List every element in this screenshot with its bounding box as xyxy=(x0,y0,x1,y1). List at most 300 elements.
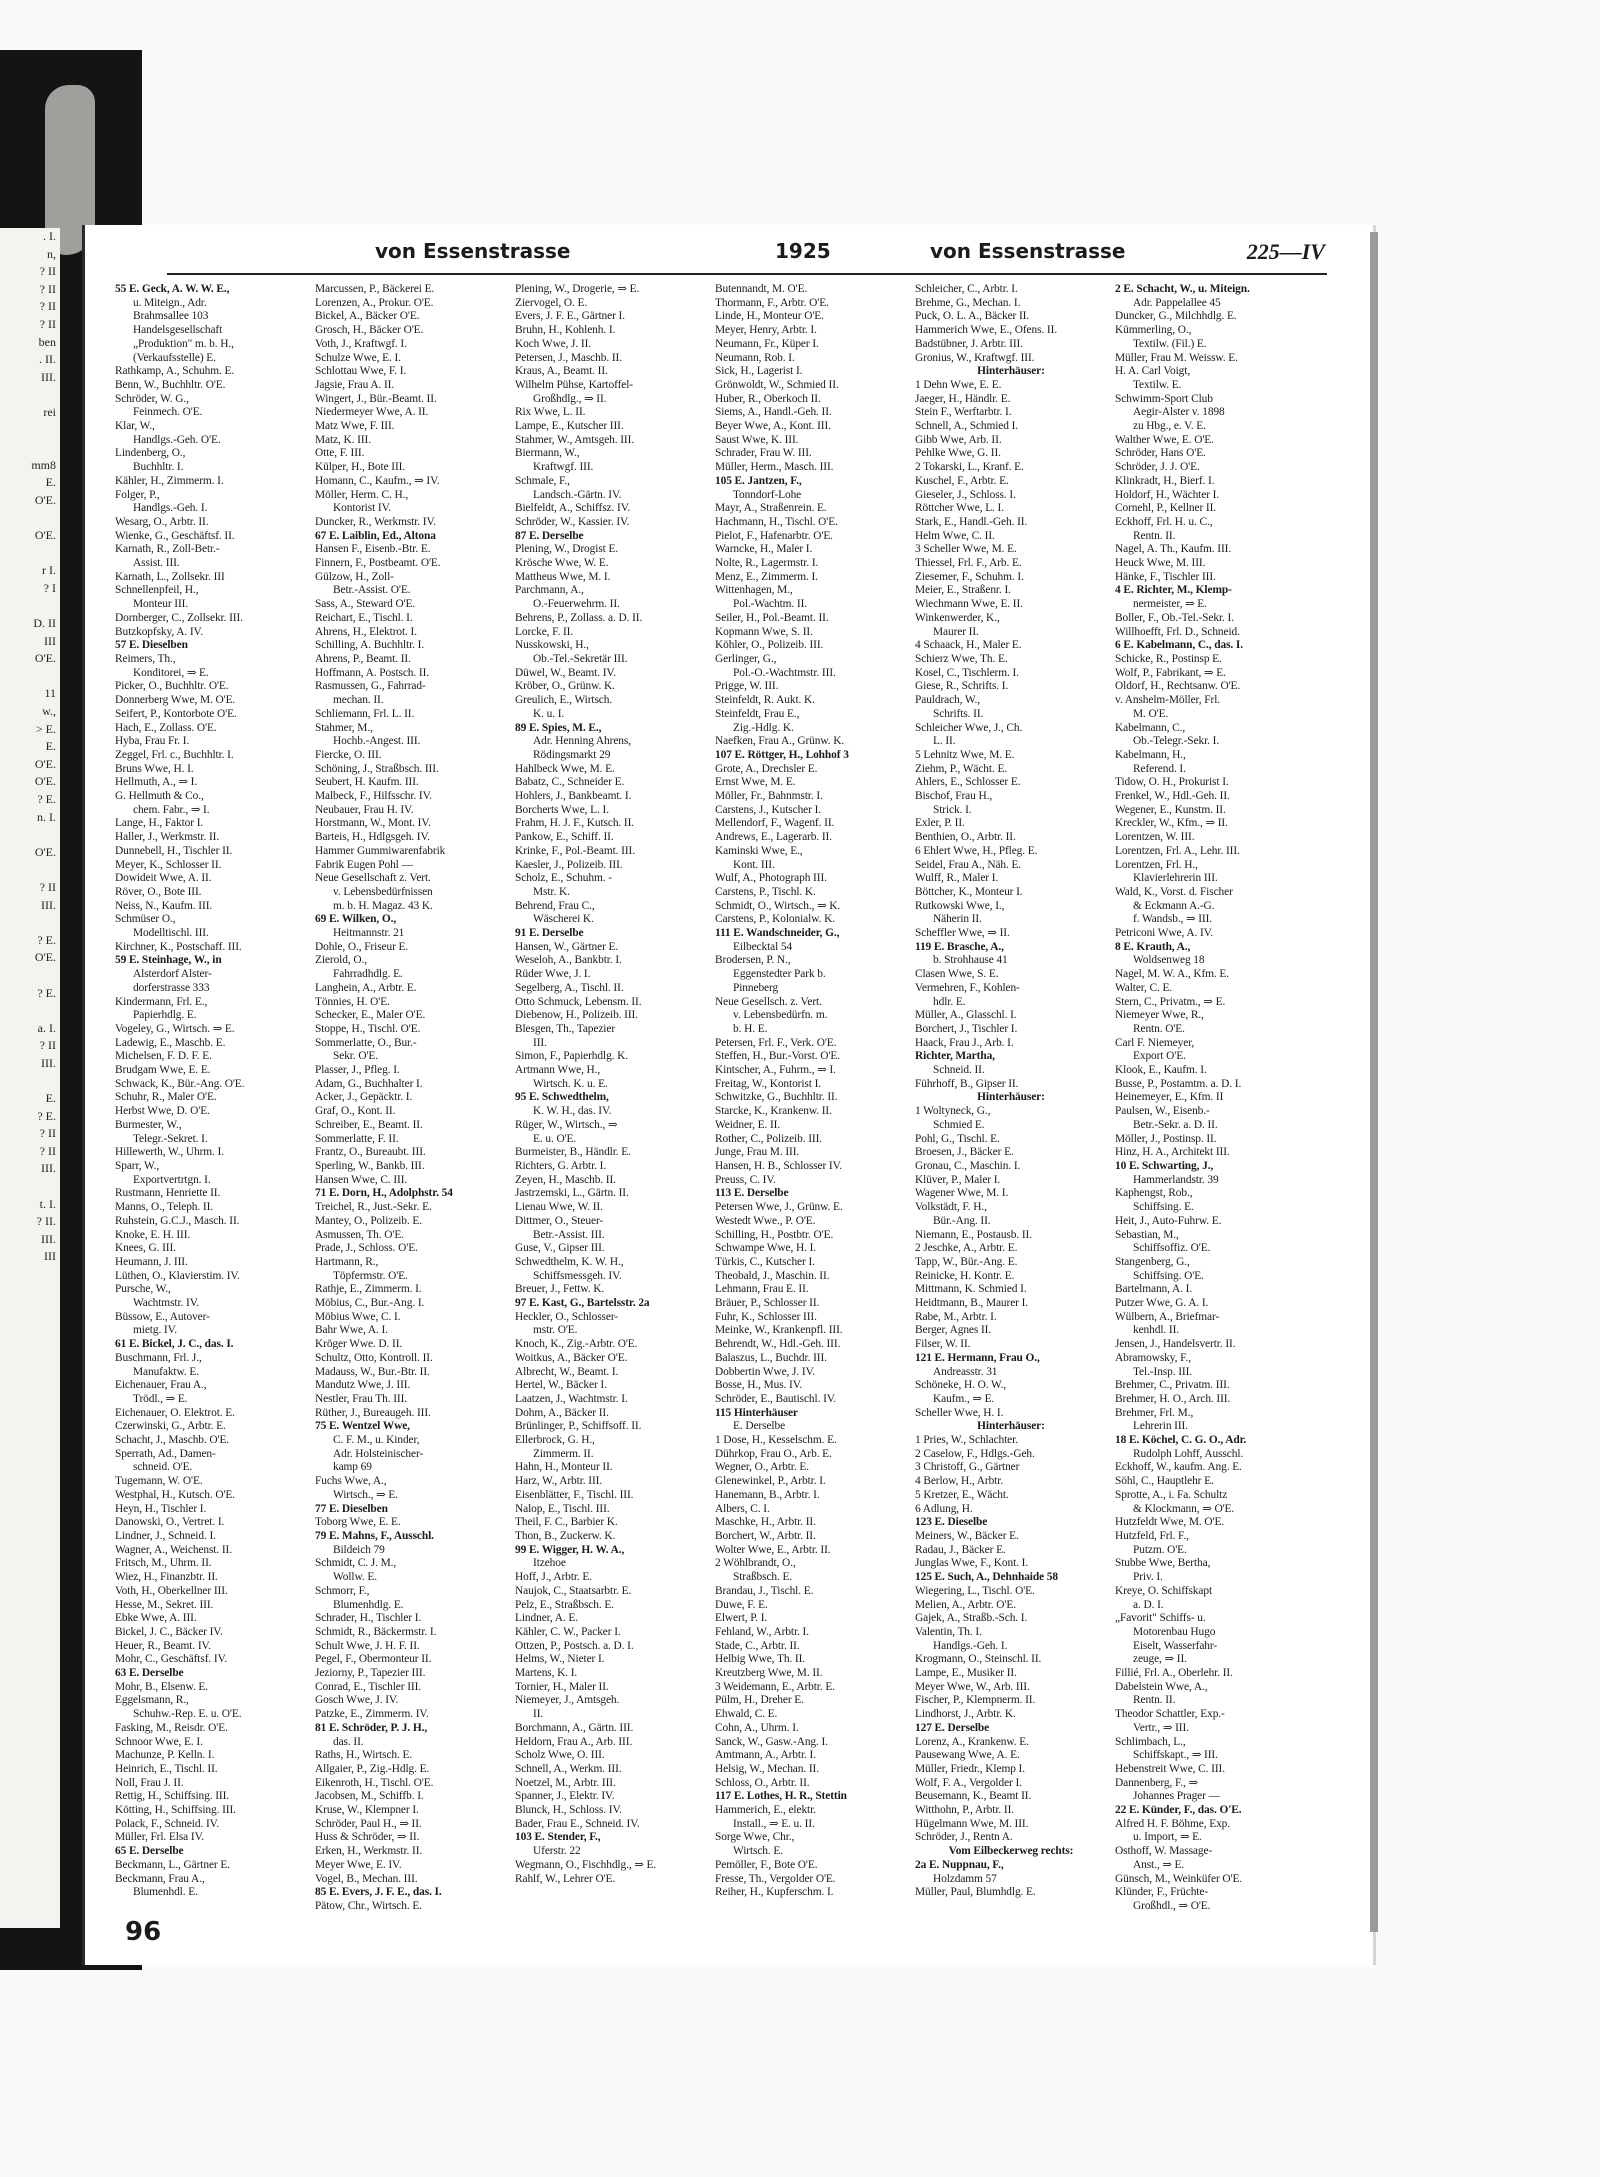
resident-entry: Klüver, P., Maler I. xyxy=(915,1173,1001,1186)
resident-entry: Rettig, H., Schiffsing. III. xyxy=(115,1790,230,1803)
resident-entry: Monteur III. xyxy=(133,598,189,611)
resident-entry: Meier, E., Straßenr. I. xyxy=(915,584,1011,597)
resident-entry: Rudolph Lohff, Ausschl. xyxy=(1133,1447,1244,1460)
previous-page-fragment: ? II xyxy=(39,879,56,894)
resident-entry: Schöneke, H. O. W., xyxy=(915,1379,1007,1392)
resident-entry: Jensen, J., Handelsvertr. II. xyxy=(1115,1338,1236,1351)
resident-entry: Sommerlatte, O., Bur.- xyxy=(315,1036,417,1049)
resident-entry: Rüder Wwe, J. I. xyxy=(515,968,591,981)
resident-entry: Karnath, R., Zoll-Betr.- xyxy=(115,543,220,556)
resident-entry: Hebenstreit Wwe, C. III. xyxy=(1115,1762,1225,1775)
previous-page-fragment xyxy=(0,510,60,528)
resident-entry: Köhler, O., Polizeib. III. xyxy=(715,639,824,652)
resident-entry: Röver, O., Bote III. xyxy=(115,885,202,898)
resident-entry: Kreutzberg Wwe, M. II. xyxy=(715,1667,823,1680)
resident-entry: Lehmann, Frau E. II. xyxy=(715,1283,809,1296)
resident-entry: Vogel, B., Mechan. III. xyxy=(315,1872,418,1885)
resident-entry: Graf, O., Kont. II. xyxy=(315,1105,396,1118)
resident-entry: Lindhorst, J., Arbtr. K. xyxy=(915,1708,1016,1721)
column-4 xyxy=(715,283,907,1933)
resident-entry: Warncke, H., Maler I. xyxy=(715,543,813,556)
resident-entry: Kosel, C., Tischlerm. I. xyxy=(915,666,1019,679)
resident-entry: Jacobsen, M., Schiffb. I. xyxy=(315,1790,424,1803)
header-street-right: von Essenstrasse xyxy=(930,239,1126,263)
resident-entry: Eikenroth, H., Tischl. O'E. xyxy=(315,1776,434,1789)
previous-page-fragment: O'E. xyxy=(34,774,56,789)
resident-entry: Alfred H. F. Böhme, Exp. xyxy=(1115,1817,1231,1830)
resident-entry: Albers, C. I. xyxy=(715,1502,770,1515)
resident-entry: Möbius Wwe, C. I. xyxy=(315,1310,401,1323)
house-number-entry: 8 E. Krauth, A., xyxy=(1115,940,1191,953)
resident-entry: chem. Fabr., ⇒ I. xyxy=(133,803,210,816)
resident-entry: Bildeich 79 xyxy=(333,1543,385,1556)
resident-entry: Brehmer, C., Privatm. III. xyxy=(1115,1379,1230,1392)
resident-entry: Puck, O. L. A., Bäcker II. xyxy=(915,310,1030,323)
resident-entry: Behrens, P., Zollass. a. D. II. xyxy=(515,611,643,624)
resident-entry: Benn, W., Buchhltr. O'E. xyxy=(115,378,226,391)
resident-entry: Westphal, H., Kutsch. O'E. xyxy=(115,1488,236,1501)
resident-entry: Handlgs.-Geh. I. xyxy=(933,1639,1008,1652)
resident-entry: Ladewig, E., Maschb. E. xyxy=(115,1036,226,1049)
previous-page-fragment: ? II xyxy=(39,299,56,314)
resident-entry: Schröder, Paul H., ⇒ II. xyxy=(315,1817,422,1830)
resident-entry: Fuchs Wwe, A., xyxy=(315,1475,387,1488)
resident-entry: Frenkel, W., Hdl.-Geh. II. xyxy=(1115,790,1230,803)
resident-entry: Mohr, B., Elsenw. E. xyxy=(115,1680,208,1693)
resident-entry: Mattheus Wwe, M. I. xyxy=(515,570,611,583)
resident-entry: Hahn, H., Monteur II. xyxy=(515,1461,613,1474)
resident-entry: Pehlke Wwe, G. II. xyxy=(915,447,1001,460)
resident-entry: Petriconi Wwe, A. IV. xyxy=(1115,927,1214,940)
resident-entry: Sanck, W., Gasw.-Ang. I. xyxy=(715,1735,828,1748)
resident-entry: Balaszus, L., Buchdr. III. xyxy=(715,1351,827,1364)
resident-entry: Schulze Wwe, E. I. xyxy=(315,351,401,364)
resident-entry: Seubert, H. Kaufm. III. xyxy=(315,776,419,789)
resident-entry: Schröder, W. G., xyxy=(115,392,189,405)
resident-entry: Rentn. O'E. xyxy=(1133,1022,1185,1035)
resident-entry: Adr. Holsteinischer- xyxy=(333,1447,424,1460)
resident-entry: Pausewang Wwe, A. E. xyxy=(915,1749,1020,1762)
resident-entry: Wilhelm Pühse, Kartoffel- xyxy=(515,378,633,391)
resident-entry: Berger, Agnes II. xyxy=(915,1324,992,1337)
previous-page-fragment: ? I xyxy=(43,580,56,595)
resident-entry: Grote, A., Drechsler E. xyxy=(715,762,818,775)
resident-entry: Schlimbach, L., xyxy=(1115,1735,1186,1748)
resident-entry: Knees, G. III. xyxy=(115,1242,176,1255)
resident-entry: Neue Gesellschaft z. Vert. xyxy=(315,872,431,885)
resident-entry: Zeyen, H., Maschb. II. xyxy=(515,1173,616,1186)
resident-entry: Pemöller, F., Bote O'E. xyxy=(715,1858,818,1871)
resident-entry: Petersen Wwe, J., Grünw. E. xyxy=(715,1201,843,1214)
resident-entry: Schnell, A., Werkm. III. xyxy=(515,1762,622,1775)
house-number-entry: 85 E. Evers, J. F. E., das. I. xyxy=(315,1886,442,1899)
resident-entry: Schiffsmessgeh. IV. xyxy=(533,1269,622,1282)
resident-entry: Machunze, P. Kelln. I. xyxy=(115,1749,215,1762)
resident-entry: Hansen, H. B., Schlosser IV. xyxy=(715,1160,843,1172)
resident-entry: Neiss, N., Kaufm. III. xyxy=(115,899,213,912)
resident-entry: Kirchner, K., Postschaff. III. xyxy=(115,940,242,953)
resident-entry: Meyer, K., Schlosser II. xyxy=(115,858,222,871)
header-street-left: von Essenstrasse xyxy=(375,239,571,263)
resident-entry: Borcherts Wwe, L. I. xyxy=(515,803,609,816)
resident-entry: Brodersen, P. N., xyxy=(715,954,791,967)
resident-entry: Eisenblätter, F., Tischl. III. xyxy=(515,1488,634,1501)
resident-entry: Helm Wwe, C. II. xyxy=(915,529,995,542)
resident-entry: Meinke, W., Krankenpfl. III. xyxy=(715,1324,843,1337)
resident-entry: Bahr Wwe, A. I. xyxy=(315,1324,388,1337)
resident-entry: Brünlinger, P., Schiffsoff. II. xyxy=(515,1420,642,1433)
resident-entry: Wesarg, O., Arbtr. II. xyxy=(115,515,209,528)
resident-entry: Klinkradt, H., Bierf. I. xyxy=(1115,474,1215,487)
resident-entry: Mellendorf, F., Wagenf. II. xyxy=(715,817,835,830)
resident-entry: schneid. O'E. xyxy=(133,1461,193,1474)
resident-entry: Hammer Gummiwarenfabrik xyxy=(315,844,446,857)
resident-entry: Malbeck, F., Hilfsschr. IV. xyxy=(315,790,433,803)
resident-entry: Wegner, O., Arbtr. E. xyxy=(715,1461,809,1474)
resident-entry: Schröder, J., Rentn A. xyxy=(915,1831,1013,1844)
resident-entry: 1 Dose, H., Kesselschm. E. xyxy=(715,1434,837,1447)
previous-page-fragment: n. I. xyxy=(37,809,56,824)
resident-entry: Rödingsmarkt 29 xyxy=(533,748,611,761)
resident-entry: Schecker, E., Maler O'E. xyxy=(315,1009,426,1022)
resident-entry: Dührkop, Frau O., Arb. E. xyxy=(715,1447,832,1460)
header-page-ref: 225—IV xyxy=(1246,239,1325,264)
resident-entry: Adam, G., Buchhalter I. xyxy=(315,1077,423,1090)
resident-entry: Fehland, W., Arbtr. I. xyxy=(715,1625,809,1638)
header-rule xyxy=(167,273,1327,275)
resident-entry: Strick. I. xyxy=(933,803,972,816)
house-number-entry: 97 E. Kast, G., Bartelsstr. 2a xyxy=(515,1297,650,1310)
resident-entry: Schleicher, C., Arbtr. I. xyxy=(915,283,1018,295)
resident-entry: Willhoefft, Frl. D., Schneid. xyxy=(1115,625,1240,638)
resident-entry: Wald, K., Vorst. d. Fischer xyxy=(1115,885,1233,898)
resident-entry: Erken, H., Werkmstr. II. xyxy=(315,1845,423,1858)
resident-entry: Tapp, W., Bür.-Ang. E. xyxy=(915,1255,1018,1268)
resident-entry: Polack, F., Schneid. IV. xyxy=(115,1817,220,1830)
resident-entry: Wirtsch., ⇒ E. xyxy=(333,1488,398,1501)
house-number-entry: 6 E. Kabelmann, C., das. I. xyxy=(1115,639,1244,652)
resident-entry: Heitmannstr. 21 xyxy=(333,927,405,940)
resident-entry: Menz, E., Zimmerm. I. xyxy=(715,570,818,583)
resident-entry: nermeister, ⇒ E. xyxy=(1133,598,1207,611)
resident-entry: Ernst Wwe, M. E. xyxy=(715,776,796,789)
resident-entry: Carl F. Niemeyer, xyxy=(1115,1036,1195,1049)
resident-entry: Kuschel, F., Arbtr. E. xyxy=(915,474,1009,487)
resident-entry: Beckmann, Frau A., xyxy=(115,1872,205,1885)
resident-entry: Karnath, L., Zollsekr. III xyxy=(115,570,225,583)
previous-page-fragment: w., xyxy=(42,704,56,719)
resident-entry: Trödl., ⇒ E. xyxy=(133,1392,188,1405)
resident-entry: K. u. I. xyxy=(533,707,565,720)
house-number-entry: 119 E. Brasche, A., xyxy=(915,940,1004,953)
resident-entry: Hügelmann Wwe, M. III. xyxy=(915,1817,1029,1830)
resident-entry: Rother, C., Polizeib. III. xyxy=(715,1132,823,1145)
house-number-entry: 18 E. Köchel, C. G. O., Adr. xyxy=(1115,1434,1247,1447)
resident-entry: Kröger Wwe. D. II. xyxy=(315,1338,403,1351)
resident-entry: Möbius, C., Bur.-Ang. I. xyxy=(315,1297,425,1310)
resident-entry: f. Wandsb., ⇒ III. xyxy=(1133,913,1213,926)
resident-entry: Heyn, H., Tischler I. xyxy=(115,1502,207,1515)
resident-entry: Ebke Wwe, A. III. xyxy=(115,1612,197,1625)
resident-entry: Müller, Herm., Masch. III. xyxy=(715,461,834,474)
resident-entry: Rüther, J., Bureaugeh. III. xyxy=(315,1406,431,1419)
resident-entry: b. Strohhause 41 xyxy=(933,954,1008,967)
resident-entry: Schmüser O., xyxy=(115,913,176,926)
resident-entry: Volkstädt, F. H., xyxy=(915,1201,987,1214)
previous-page-fragment: a. I. xyxy=(37,1020,56,1035)
resident-entry: Prigge, W. III. xyxy=(715,680,779,693)
resident-entry: Neubauer, Frau H. IV. xyxy=(315,803,414,816)
resident-entry: Sparr, W., xyxy=(115,1160,160,1172)
resident-entry: Hoff, J., Arbtr. E. xyxy=(515,1571,592,1584)
resident-entry: Steinfeldt, Frau E., xyxy=(715,707,800,720)
resident-entry: Guse, V., Gipser III. xyxy=(515,1242,605,1255)
resident-entry: Stein F., Werftarbtr. I. xyxy=(915,406,1012,419)
resident-entry: Babatz, C., Schneider E. xyxy=(515,776,625,789)
resident-entry: Duncker, R., Werkmstr. IV. xyxy=(315,515,436,528)
resident-entry: Düwel, W., Beamt. IV. xyxy=(515,666,616,679)
resident-entry: 3 Scheller Wwe, M. E. xyxy=(915,543,1017,556)
resident-entry: Kröber, O., Grünw. K. xyxy=(515,680,615,693)
resident-entry: Brandau, J., Tischl. E. xyxy=(715,1584,814,1597)
resident-entry: Kreckler, W., Kfm., ⇒ II. xyxy=(1115,817,1228,830)
house-number-entry: 121 E. Hermann, Frau O., xyxy=(915,1351,1040,1364)
resident-entry: Gerlinger, G., xyxy=(715,652,777,665)
resident-entry: Krösche Wwe, W. E. xyxy=(515,557,609,570)
previous-page-fragment xyxy=(0,439,60,457)
resident-entry: hdlr. E. xyxy=(933,995,966,1008)
previous-page-fragment xyxy=(0,1002,60,1020)
resident-entry: Schwack, K., Bür.-Ang. O'E. xyxy=(115,1077,245,1090)
resident-entry: Heuck Wwe, M. III. xyxy=(1115,557,1206,570)
resident-entry: Exportvertrtgn. I. xyxy=(133,1173,211,1186)
resident-entry: v. Lebensbedürfn. m. xyxy=(733,1009,828,1022)
resident-entry: K. W. H., das. IV. xyxy=(533,1105,612,1118)
resident-entry: Schmied E. xyxy=(933,1118,985,1131)
resident-entry: zeuge, ⇒ II. xyxy=(1133,1653,1187,1666)
resident-entry: Behrend, Frau C., xyxy=(515,899,595,912)
resident-entry: Assist. III. xyxy=(133,557,180,570)
resident-entry: Schmorr, F., xyxy=(315,1584,370,1597)
previous-page-fragment: ? E. xyxy=(37,792,56,806)
resident-entry: Fresse, Th., Vergolder O'E. xyxy=(715,1872,836,1885)
resident-entry: zu Hbg., e. V. E. xyxy=(1133,420,1206,433)
resident-entry: Rentn. II. xyxy=(1133,1694,1176,1707)
resident-entry: Giese, R., Schrifts. I. xyxy=(915,680,1009,693)
resident-entry: Stark, E., Handl.-Geh. II. xyxy=(915,515,1028,528)
resident-entry: Schneid. II. xyxy=(933,1064,985,1077)
resident-entry: Klar, W., xyxy=(115,420,155,433)
resident-entry: Meiners, W., Bäcker E. xyxy=(915,1529,1019,1542)
previous-page-fragment: III. xyxy=(41,897,56,912)
resident-entry: Plening, W., Drogerie, ⇒ E. xyxy=(515,283,640,295)
resident-entry: Wulf, A., Photograph III. xyxy=(715,872,827,885)
previous-page-fragment: . II. xyxy=(39,352,56,367)
resident-entry: Beusemann, K., Beamt II. xyxy=(915,1790,1032,1803)
resident-entry: Rathje, E., Zimmerm. I. xyxy=(315,1283,422,1296)
house-number-entry: 57 E. Dieselben xyxy=(115,639,188,652)
resident-entry: Söhl, C., Hauptlehr E. xyxy=(1115,1475,1214,1488)
resident-entry: Eggelsmann, R., xyxy=(115,1694,189,1707)
resident-entry: Zimmerm. II. xyxy=(533,1447,594,1460)
resident-entry: Kopmann Wwe, S. II. xyxy=(715,625,813,638)
resident-entry: Stahmer, W., Amtsgeh. III. xyxy=(515,433,635,446)
resident-entry: Pohl, G., Tischl. E. xyxy=(915,1132,1000,1145)
resident-entry: Nagel, A. Th., Kaufm. III. xyxy=(1115,543,1232,556)
previous-page-fragment: ? E. xyxy=(37,1108,56,1123)
resident-entry: Kaphengst, Rob., xyxy=(1115,1187,1193,1200)
resident-entry: Kähler, C. W., Packer I. xyxy=(515,1625,621,1638)
resident-entry: Lorcke, F. II. xyxy=(515,625,574,638)
resident-entry: Bielfeldt, A., Schiffsz. IV. xyxy=(515,502,631,515)
resident-entry: Lindner, A. E. xyxy=(515,1612,578,1625)
resident-entry: Siems, A., Handl.-Geh. II. xyxy=(715,406,832,419)
resident-entry: Gibb Wwe, Arb. II. xyxy=(915,433,1002,446)
resident-entry: Saust Wwe, K. III. xyxy=(715,433,799,446)
previous-page-strip xyxy=(0,228,60,1928)
section-heading: Hinterhäuser: xyxy=(977,365,1045,378)
resident-entry: Lorentzen, Frl. A., Lehr. III. xyxy=(1115,844,1240,857)
resident-entry: Langhein, A., Arbtr. E. xyxy=(315,981,417,994)
resident-entry: Breuer, J., Fettw. K. xyxy=(515,1283,605,1296)
resident-entry: Niemann, E., Postausb. II. xyxy=(915,1228,1032,1241)
resident-entry: Schacht, J., Maschb. O'E. xyxy=(115,1434,230,1447)
house-number-entry: 115 Hinterhäuser xyxy=(715,1406,798,1419)
resident-entry: Günsch, M., Weinküfer O'E. xyxy=(1115,1872,1243,1885)
resident-entry: Krinke, F., Pol.-Beamt. III. xyxy=(515,844,635,857)
resident-entry: Plasser, J., Pfleg. I. xyxy=(315,1064,400,1077)
resident-entry: Duncker, G., Milchhdlg. E. xyxy=(1115,310,1237,323)
resident-entry: Blunck, H., Schloss. IV. xyxy=(515,1804,622,1817)
resident-entry: Kähler, H., Zimmerm. I. xyxy=(115,474,224,487)
previous-page-fragment: O'E. xyxy=(34,950,56,965)
house-number-entry: 22 E. Künder, F., das. O'E. xyxy=(1115,1804,1242,1817)
resident-entry: Schrader, Frau W. III. xyxy=(715,447,812,460)
resident-entry: Rentn. II. xyxy=(1133,529,1176,542)
resident-entry: Nolte, R., Lagermstr. I. xyxy=(715,557,819,570)
resident-entry: Plening, W., Drogist E. xyxy=(515,543,619,556)
resident-entry: Heumann, J. III. xyxy=(115,1255,188,1268)
resident-entry: Schröder, E., Bautischl. IV. xyxy=(715,1392,837,1405)
resident-entry: Pol.-Wachtm. II. xyxy=(733,598,808,611)
resident-entry: Segelberg, A., Tischl. II. xyxy=(515,981,624,994)
resident-entry: Evers, J. F. E., Gärtner I. xyxy=(515,310,625,323)
resident-entry: Schmidt, C. J. M., xyxy=(315,1557,397,1570)
resident-entry: Heldorn, Frau A., Arb. III. xyxy=(515,1735,633,1748)
resident-entry: Madauss, W., Bur.-Btr. II. xyxy=(315,1365,430,1378)
resident-entry: Referend. I. xyxy=(1133,762,1186,775)
resident-entry: Maschke, H., Arbtr. II. xyxy=(715,1516,816,1529)
resident-entry: Neue Gesellsch. z. Vert. xyxy=(715,995,822,1008)
resident-entry: Koch Wwe, J. II. xyxy=(515,337,592,350)
resident-entry: Rasmussen, G., Fahrrad- xyxy=(315,680,426,693)
resident-entry: Frantz, O., Bureaubt. III. xyxy=(315,1146,426,1159)
resident-entry: 6 Ehlert Wwe, H., Pfleg. E. xyxy=(915,844,1038,857)
resident-entry: Pursche, W., xyxy=(115,1283,171,1296)
resident-entry: Schnellenpfeil, H., xyxy=(115,584,199,597)
resident-entry: Lorenz, A., Krankenw. E. xyxy=(915,1735,1029,1748)
resident-entry: u. Miteign., Adr. xyxy=(133,296,207,309)
previous-page-fragment: D. II xyxy=(33,616,56,631)
resident-entry: mstr. O'E. xyxy=(533,1324,578,1337)
resident-entry: C. F. M., u. Kinder, xyxy=(333,1434,420,1447)
resident-entry: Brahmsallee 103 xyxy=(133,310,209,323)
resident-entry: Burmester, W., xyxy=(115,1118,182,1131)
house-number-entry: 59 E. Steinhage, W., in xyxy=(115,954,222,967)
resident-entry: Heidtmann, B., Maurer I. xyxy=(915,1297,1029,1310)
resident-entry: Straßbsch. E. xyxy=(733,1571,793,1584)
resident-entry: Gülzow, H., Zoll- xyxy=(315,570,394,583)
resident-entry: Knoke, E. H. III. xyxy=(115,1228,191,1241)
resident-entry: Carstens, J., Kutscher I. xyxy=(715,803,822,816)
resident-entry: Pankow, E., Schiff. II. xyxy=(515,831,614,844)
previous-page-fragment: O'E. xyxy=(34,651,56,666)
resident-entry: Andreasstr. 31 xyxy=(933,1365,998,1378)
resident-entry: Jaeger, H., Händlr. E. xyxy=(915,392,1011,405)
resident-entry: Klünder, F., Früchte- xyxy=(1115,1886,1209,1899)
resident-entry: Wienke, G., Geschäftsf. II. xyxy=(115,529,235,542)
resident-entry: Weseloh, A., Bankbtr. I. xyxy=(515,954,622,967)
resident-entry: Aegir-Alster v. 1898 xyxy=(1133,406,1225,419)
resident-entry: Schmale, F., xyxy=(515,474,570,487)
resident-entry: Hutzfeld, Frl. F., xyxy=(1115,1529,1189,1542)
resident-entry: M. O'E. xyxy=(1133,707,1169,720)
resident-entry: Ziesemer, F., Schuhm. I. xyxy=(915,570,1024,583)
resident-entry: Büssow, E., Autover- xyxy=(115,1310,210,1323)
resident-entry: Wingert, J., Bür.-Beamt. II. xyxy=(315,392,437,405)
resident-entry: Acker, J., Gepäcktr. I. xyxy=(315,1091,413,1104)
resident-entry: Hansen Wwe, C. III. xyxy=(315,1173,408,1186)
resident-entry: Telegr.-Sekret. I. xyxy=(133,1132,208,1145)
resident-entry: Ellerbrock, G. H., xyxy=(515,1434,595,1447)
resident-entry: Lüthen, O., Klavierstim. IV. xyxy=(115,1269,240,1282)
resident-entry: Wollw. E. xyxy=(333,1571,377,1584)
resident-entry: Ottzen, P., Postsch. a. D. I. xyxy=(515,1639,634,1652)
resident-entry: Bader, Frau E., Schneid. IV. xyxy=(515,1817,640,1830)
resident-entry: Hahlbeck Wwe, M. E. xyxy=(515,762,615,775)
resident-entry: Anst., ⇒ E. xyxy=(1133,1858,1185,1871)
resident-entry: Finnern, F., Postbeamt. O'E. xyxy=(315,557,441,570)
resident-entry: Kabelmann, H., xyxy=(1115,748,1186,761)
resident-entry: Kruse, W., Klempner I. xyxy=(315,1804,419,1817)
resident-entry: Stangenberg, G., xyxy=(1115,1255,1190,1268)
previous-page-fragment: III. xyxy=(41,1055,56,1070)
resident-entry: Lange, H., Faktor I. xyxy=(115,817,204,830)
resident-entry: Sorge Wwe, Chr., xyxy=(715,1831,795,1844)
resident-entry: Sick, H., Lagerist I. xyxy=(715,365,803,378)
resident-entry: Papierhdlg. E. xyxy=(133,1009,197,1022)
resident-entry: Nestler, Frau Th. III. xyxy=(315,1392,408,1405)
resident-entry: Rutkowski Wwe, I., xyxy=(915,899,1005,912)
resident-entry: a. D. I. xyxy=(1133,1598,1164,1611)
resident-entry: Fischer, P., Klempnerm. II. xyxy=(915,1694,1036,1707)
house-number-entry: 10 E. Schwarting, J., xyxy=(1115,1160,1214,1172)
house-number-entry: 103 E. Stender, F., xyxy=(515,1831,601,1844)
resident-entry: Niemeyer Wwe, R., xyxy=(1115,1009,1204,1022)
house-number-entry: 77 E. Dieselben xyxy=(315,1502,388,1515)
house-number-entry: 67 E. Laiblin, Ed., Altona xyxy=(315,529,436,542)
resident-entry: Voth, J., Kraftwgf. I. xyxy=(315,337,407,350)
resident-entry: Schliemann, Frl. L. II. xyxy=(315,707,415,720)
house-number-entry: 123 E. Dieselbe xyxy=(915,1516,988,1529)
resident-entry: Stade, C., Arbtr. II. xyxy=(715,1639,800,1652)
resident-entry: Junge, Frau M. III. xyxy=(715,1146,800,1159)
resident-entry: Barteis, H., Hdlgsgeh. IV. xyxy=(315,831,430,844)
resident-entry: Putzm. O'E. xyxy=(1133,1543,1187,1556)
previous-page-fragment: ? E. xyxy=(37,932,56,947)
resident-entry: m. b. H. Magaz. 43 K. xyxy=(333,899,433,912)
resident-entry: Wülbern, A., Briefmar- xyxy=(1115,1310,1220,1323)
